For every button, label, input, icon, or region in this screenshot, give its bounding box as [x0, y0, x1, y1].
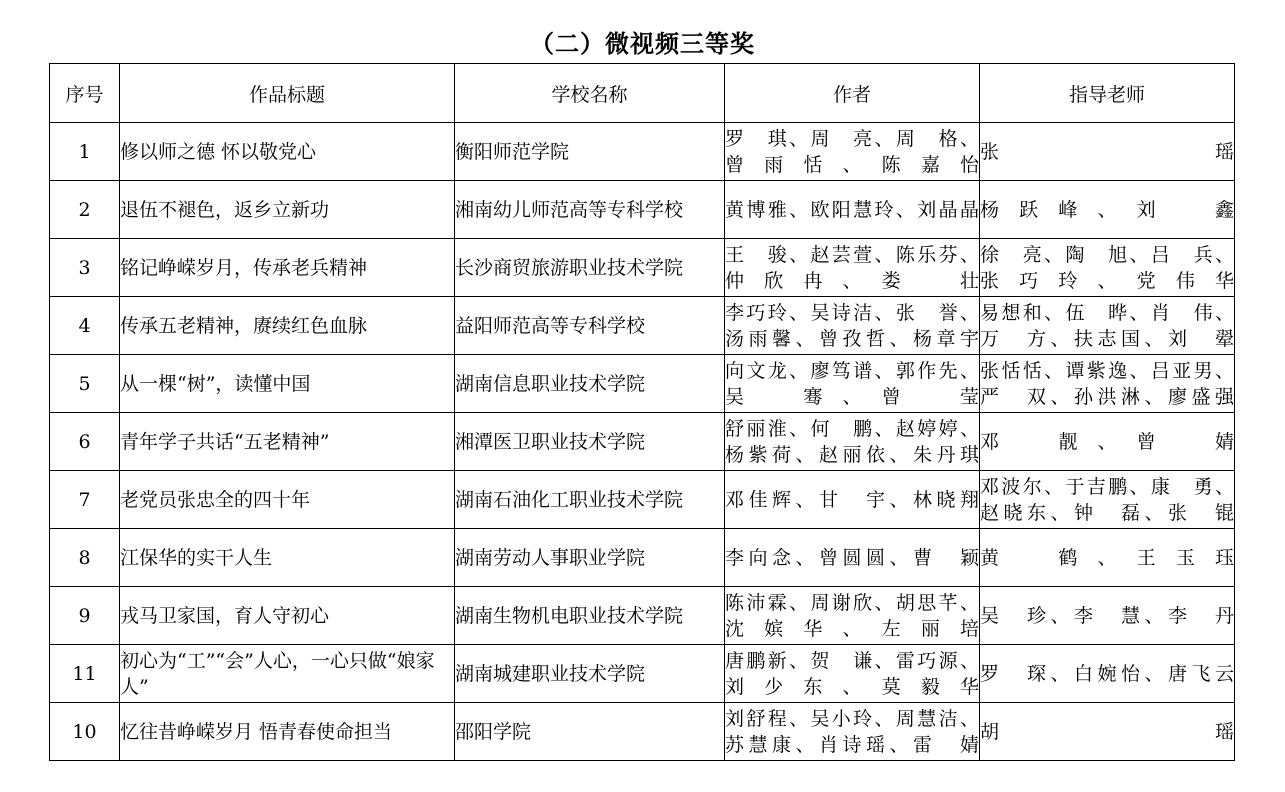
table-row — [50, 413, 1235, 471]
school-name-cell: 长沙商贸旅游职业技术学院 — [455, 239, 725, 297]
table-row — [50, 239, 1235, 297]
table-header-row — [50, 64, 1235, 123]
teacher-line: 徐 亮、陶 旭、吕 兵、 — [980, 243, 1234, 266]
teacher-cell — [980, 645, 1235, 703]
row-number-cell: 3 — [50, 239, 120, 297]
author-line: 汤雨馨、曾孜哲、杨章宇 — [725, 327, 979, 350]
author-line: 向文龙、廖笃谱、郭作先、 — [725, 359, 979, 382]
work-title-cell: 从一棵“树”，读懂中国 — [120, 355, 455, 413]
school-name-cell: 湖南生物机电职业技术学院 — [455, 587, 725, 645]
author-cell — [725, 645, 980, 703]
work-title-cell: 修以师之德 怀以敬党心 — [120, 123, 455, 181]
author-cell — [725, 355, 980, 413]
author-line: 黄博雅、欧阳慧玲、刘晶晶 — [725, 198, 979, 221]
teacher-line: 张恬恬、谭紫逸、吕亚男、 — [980, 359, 1234, 382]
table-row — [50, 645, 1235, 703]
teacher-line: 胡 瑶 — [980, 720, 1234, 743]
teacher-line: 张巧玲、党伟华 — [980, 269, 1234, 292]
teacher-line: 罗 琛、白婉怡、唐飞云 — [980, 662, 1234, 685]
table-row — [50, 297, 1235, 355]
author-line: 唐鹏新、贺 谦、雷巧源、 — [725, 649, 979, 672]
column-header-no: 序号 — [50, 64, 120, 123]
author-line: 吴 骞、曾 莹 — [725, 385, 979, 408]
column-header-school: 学校名称 — [455, 64, 725, 123]
author-line: 仲欣冉、娄 壮 — [725, 269, 979, 292]
table-row — [50, 587, 1235, 645]
author-line: 邓佳辉、甘 宇、林晓翔 — [725, 488, 979, 511]
author-line: 刘少东、莫毅华 — [725, 675, 979, 698]
teacher-cell — [980, 239, 1235, 297]
author-line: 李向念、曾圆圆、曹 颖 — [725, 546, 979, 569]
author-line: 李巧玲、吴诗洁、张 誉、 — [725, 301, 979, 324]
row-number-cell: 7 — [50, 471, 120, 529]
school-name-cell: 湖南劳动人事职业学院 — [455, 529, 725, 587]
work-title-cell: 老党员张忠全的四十年 — [120, 471, 455, 529]
teacher-cell — [980, 297, 1235, 355]
teacher-cell — [980, 471, 1235, 529]
author-line: 王 骏、赵芸萱、陈乐芬、 — [725, 243, 979, 266]
author-line: 舒丽淮、何 鹏、赵婷婷、 — [725, 417, 979, 440]
work-title-cell: 青年学子共话“五老精神” — [120, 413, 455, 471]
awards-table — [49, 63, 1235, 761]
column-header-teacher: 指导老师 — [980, 64, 1235, 123]
school-name-cell: 衡阳师范学院 — [455, 123, 725, 181]
teacher-cell — [980, 413, 1235, 471]
school-name-cell: 湘南幼儿师范高等专科学校 — [455, 181, 725, 239]
author-line: 陈沛霖、周谢欣、胡思芊、 — [725, 591, 979, 614]
teacher-line: 吴 珍、李 慧、李 丹 — [980, 604, 1234, 627]
author-cell — [725, 123, 980, 181]
work-title-cell: 初心为“工”“会”人心，一心只做“娘家人” — [120, 645, 455, 703]
teacher-line: 万 方、扶志国、刘 翚 — [980, 327, 1234, 350]
row-number-cell: 8 — [50, 529, 120, 587]
row-number-cell: 10 — [50, 703, 120, 761]
author-line: 罗 琪、周 亮、周 格、 — [725, 127, 979, 150]
work-title-cell: 传承五老精神，赓续红色血脉 — [120, 297, 455, 355]
row-number-cell: 4 — [50, 297, 120, 355]
work-title-cell: 戎马卫家国，育人守初心 — [120, 587, 455, 645]
row-number-cell: 5 — [50, 355, 120, 413]
teacher-cell — [980, 703, 1235, 761]
teacher-cell — [980, 123, 1235, 181]
work-title-cell: 江保华的实干人生 — [120, 529, 455, 587]
teacher-cell — [980, 587, 1235, 645]
teacher-line: 张 瑶 — [980, 140, 1234, 163]
column-header-author: 作者 — [725, 64, 980, 123]
school-name-cell: 湖南城建职业技术学院 — [455, 645, 725, 703]
teacher-cell — [980, 355, 1235, 413]
work-title-cell: 忆往昔峥嵘岁月 悟青春使命担当 — [120, 703, 455, 761]
school-name-cell: 湖南石油化工职业技术学院 — [455, 471, 725, 529]
teacher-line: 邓波尔、于吉鹏、康 勇、 — [980, 475, 1234, 498]
author-cell — [725, 181, 980, 239]
school-name-cell: 益阳师范高等专科学校 — [455, 297, 725, 355]
teacher-line: 邓 靓、曾 婧 — [980, 430, 1234, 453]
author-line: 沈嫔华、左丽培 — [725, 617, 979, 640]
table-row — [50, 355, 1235, 413]
work-title-cell: 退伍不褪色，返乡立新功 — [120, 181, 455, 239]
teacher-line: 赵晓东、钟 磊、张 锟 — [980, 501, 1234, 524]
author-cell — [725, 297, 980, 355]
row-number-cell: 11 — [50, 645, 120, 703]
row-number-cell: 1 — [50, 123, 120, 181]
author-cell — [725, 587, 980, 645]
author-line: 苏慧康、肖诗瑶、雷 婧 — [725, 733, 979, 756]
table-row — [50, 181, 1235, 239]
teacher-line: 杨跃峰、刘 鑫 — [980, 198, 1234, 221]
work-title-cell: 铭记峥嵘岁月，传承老兵精神 — [120, 239, 455, 297]
school-name-cell: 邵阳学院 — [455, 703, 725, 761]
teacher-line: 易想和、伍 晔、肖 伟、 — [980, 301, 1234, 324]
table-row — [50, 471, 1235, 529]
page-title: （二）微视频三等奖 — [530, 30, 755, 58]
teacher-cell — [980, 181, 1235, 239]
author-cell — [725, 529, 980, 587]
author-cell — [725, 471, 980, 529]
school-name-cell: 湖南信息职业技术学院 — [455, 355, 725, 413]
author-line: 刘舒程、吴小玲、周慧洁、 — [725, 707, 979, 730]
table-row — [50, 529, 1235, 587]
column-header-work-title: 作品标题 — [120, 64, 455, 123]
author-line: 曾雨恬、陈嘉怡 — [725, 153, 979, 176]
row-number-cell: 6 — [50, 413, 120, 471]
author-cell — [725, 703, 980, 761]
author-line: 杨紫荷、赵丽依、朱丹琪 — [725, 443, 979, 466]
table-row — [50, 123, 1235, 181]
row-number-cell: 2 — [50, 181, 120, 239]
teacher-cell — [980, 529, 1235, 587]
teacher-line: 黄 鹤、王玉珏 — [980, 546, 1234, 569]
table-row — [50, 703, 1235, 761]
school-name-cell: 湘潭医卫职业技术学院 — [455, 413, 725, 471]
author-cell — [725, 239, 980, 297]
teacher-line: 严 双、孙洪淋、廖盛强 — [980, 385, 1234, 408]
author-cell — [725, 413, 980, 471]
row-number-cell: 9 — [50, 587, 120, 645]
